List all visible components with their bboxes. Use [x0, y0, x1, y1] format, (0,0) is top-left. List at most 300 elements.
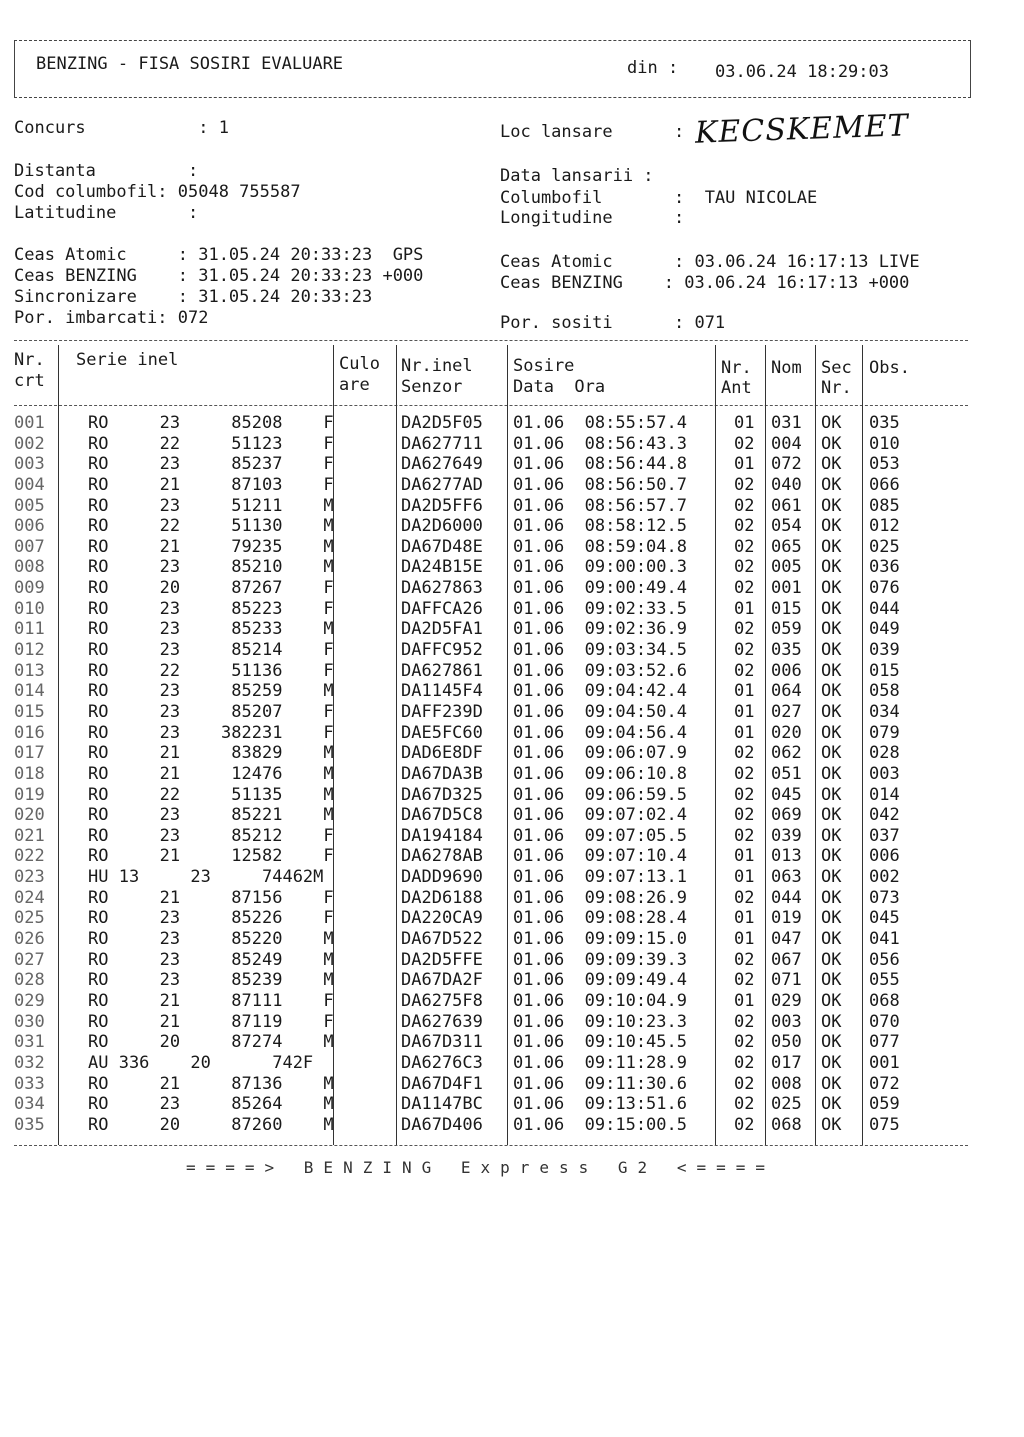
ceas-benzing-right: Ceas BENZING : 03.06.24 16:17:13 +000 — [500, 273, 910, 293]
row-sec-nr: OK — [821, 578, 842, 599]
row-obs: 045 — [869, 908, 900, 929]
row-nr-inel: DA67D522 — [401, 929, 483, 950]
row-serie-inel: RO 20 87267 F — [88, 578, 334, 599]
row-nr-ant: 02 — [734, 516, 755, 537]
row-nr-ant: 01 — [734, 598, 755, 619]
table-row — [0, 599, 1024, 620]
row-obs: 041 — [869, 929, 900, 950]
row-nom: 019 — [771, 908, 802, 929]
row-nr-ant: 02 — [734, 763, 755, 784]
row-nom: 008 — [771, 1073, 802, 1094]
row-sec-nr: OK — [821, 433, 842, 454]
row-nr-ant: 02 — [734, 970, 755, 991]
row-serie-inel: RO 22 51136 F — [88, 660, 334, 681]
row-obs: 073 — [869, 887, 900, 908]
table-row — [0, 908, 1024, 929]
row-nr-ant: 01 — [734, 929, 755, 950]
row-sec-nr: OK — [821, 1052, 842, 1073]
row-nom: 064 — [771, 681, 802, 702]
row-nr-ant: 01 — [734, 990, 755, 1011]
row-serie-inel: RO 23 85249 M — [88, 949, 334, 970]
row-nr-inel: DA24B15E — [401, 557, 483, 578]
row-obs: 072 — [869, 1073, 900, 1094]
row-sosire: 01.06 09:06:59.5 — [513, 784, 687, 805]
row-sec-nr: OK — [821, 640, 842, 661]
row-serie-inel: RO 21 83829 M — [88, 743, 334, 764]
row-sec-nr: OK — [821, 805, 842, 826]
row-sosire: 01.06 09:09:39.3 — [513, 949, 687, 970]
row-nr: 030 — [14, 1011, 45, 1032]
row-obs: 068 — [869, 990, 900, 1011]
hdr-nrinel: Nr.inel — [401, 356, 473, 376]
row-sosire: 01.06 09:10:23.3 — [513, 1011, 687, 1032]
row-nom: 045 — [771, 784, 802, 805]
row-sec-nr: OK — [821, 743, 842, 764]
row-obs: 002 — [869, 867, 900, 888]
row-nr: 012 — [14, 640, 45, 661]
row-nr: 022 — [14, 846, 45, 867]
row-sosire: 01.06 09:08:26.9 — [513, 887, 687, 908]
row-obs: 034 — [869, 701, 900, 722]
row-serie-inel: RO 21 87156 F — [88, 887, 334, 908]
cod-columbofil-line: Cod columbofil: 05048 755587 — [14, 182, 301, 202]
row-sec-nr: OK — [821, 1032, 842, 1053]
table-row — [0, 413, 1024, 434]
row-serie-inel: RO 23 85239 M — [88, 970, 334, 991]
row-sosire: 01.06 09:04:50.4 — [513, 701, 687, 722]
table-header-rule — [14, 405, 968, 406]
row-nr-ant: 02 — [734, 887, 755, 908]
row-serie-inel: RO 20 87274 M — [88, 1032, 334, 1053]
row-nom: 054 — [771, 516, 802, 537]
hdr-obs: Obs. — [869, 358, 910, 378]
row-nom: 040 — [771, 474, 802, 495]
row-nom: 065 — [771, 536, 802, 557]
row-nom: 003 — [771, 1011, 802, 1032]
row-sosire: 01.06 09:10:04.9 — [513, 990, 687, 1011]
row-sosire: 01.06 09:02:36.9 — [513, 619, 687, 640]
row-obs: 085 — [869, 495, 900, 516]
row-sosire: 01.06 09:09:49.4 — [513, 970, 687, 991]
row-obs: 003 — [869, 763, 900, 784]
row-nr-inel: DA627649 — [401, 454, 483, 475]
row-obs: 036 — [869, 557, 900, 578]
row-sec-nr: OK — [821, 495, 842, 516]
row-nr-inel: DA67D311 — [401, 1032, 483, 1053]
row-serie-inel: RO 23 85237 F — [88, 454, 334, 475]
row-nr-inel: DA2D5FF6 — [401, 495, 483, 516]
row-nr-inel: DA627861 — [401, 660, 483, 681]
row-nr: 017 — [14, 743, 45, 764]
row-nr-inel: DA67D325 — [401, 784, 483, 805]
row-nr-ant: 02 — [734, 660, 755, 681]
row-nr: 023 — [14, 867, 45, 888]
row-sosire: 01.06 09:07:05.5 — [513, 825, 687, 846]
footer-brand: ====> BENZING Express G2 <==== — [186, 1158, 775, 1177]
row-sec-nr: OK — [821, 722, 842, 743]
row-nr: 007 — [14, 536, 45, 557]
row-obs: 035 — [869, 413, 900, 433]
row-nr-inel: DA2D6188 — [401, 887, 483, 908]
row-sec-nr: OK — [821, 660, 842, 681]
table-row — [0, 702, 1024, 723]
table-row — [0, 1032, 1024, 1053]
arrivals-table-body — [0, 413, 1024, 1135]
por-sositi-line: Por. sositi : 071 — [500, 313, 726, 333]
table-row — [0, 681, 1024, 702]
row-sec-nr: OK — [821, 763, 842, 784]
longitudine-line: Longitudine : — [500, 208, 685, 228]
row-obs: 025 — [869, 536, 900, 557]
row-nr-ant: 02 — [734, 825, 755, 846]
row-nr: 035 — [14, 1114, 45, 1135]
row-nr-inel: DAFF239D — [401, 701, 483, 722]
row-sosire: 01.06 09:06:07.9 — [513, 743, 687, 764]
row-nr-inel: DA2D5FFE — [401, 949, 483, 970]
row-obs: 076 — [869, 578, 900, 599]
row-serie-inel: RO 23 85214 F — [88, 640, 334, 661]
row-nr-ant: 01 — [734, 722, 755, 743]
row-sosire: 01.06 08:59:04.8 — [513, 536, 687, 557]
row-sec-nr: OK — [821, 908, 842, 929]
row-nr: 009 — [14, 578, 45, 599]
row-serie-inel: HU 13 23 74462M — [88, 867, 324, 888]
row-sosire: 01.06 08:58:12.5 — [513, 516, 687, 537]
row-nom: 063 — [771, 867, 802, 888]
row-sosire: 01.06 09:11:28.9 — [513, 1052, 687, 1073]
row-nr: 026 — [14, 929, 45, 950]
row-sec-nr: OK — [821, 949, 842, 970]
table-top-rule — [14, 340, 968, 341]
row-nr-ant: 02 — [734, 619, 755, 640]
hdr-sec-nr: Nr. — [821, 378, 852, 398]
row-serie-inel: RO 22 51135 M — [88, 784, 334, 805]
columbofil-line: Columbofil : TAU NICOLAE — [500, 188, 818, 208]
row-sec-nr: OK — [821, 598, 842, 619]
row-sec-nr: OK — [821, 516, 842, 537]
row-sosire: 01.06 09:09:15.0 — [513, 929, 687, 950]
row-nom: 039 — [771, 825, 802, 846]
row-sosire: 01.06 08:56:57.7 — [513, 495, 687, 516]
row-nr-ant: 02 — [734, 743, 755, 764]
hdr-nom: Nom — [771, 358, 802, 378]
row-nr-ant: 01 — [734, 908, 755, 929]
hdr-sec: Sec — [821, 358, 852, 378]
row-nr-inel: DA67D4F1 — [401, 1073, 483, 1094]
row-sec-nr: OK — [821, 1073, 842, 1094]
row-obs: 049 — [869, 619, 900, 640]
row-nom: 051 — [771, 763, 802, 784]
table-row — [0, 970, 1024, 991]
row-sosire: 01.06 09:04:42.4 — [513, 681, 687, 702]
row-nr-inel: DA67D5C8 — [401, 805, 483, 826]
row-nr-inel: DA67DA2F — [401, 970, 483, 991]
hdr-crt: crt — [14, 371, 45, 391]
hdr-sosire: Sosire — [513, 356, 575, 376]
row-nr: 028 — [14, 970, 45, 991]
row-obs: 006 — [869, 846, 900, 867]
row-serie-inel: RO 23 85220 M — [88, 929, 334, 950]
row-nom: 044 — [771, 887, 802, 908]
row-nr-ant: 02 — [734, 578, 755, 599]
row-nom: 072 — [771, 454, 802, 475]
table-row — [0, 764, 1024, 785]
row-sosire: 01.06 09:13:51.6 — [513, 1094, 687, 1115]
row-nr-ant: 01 — [734, 413, 755, 433]
table-row — [0, 805, 1024, 826]
row-serie-inel: RO 23 85207 F — [88, 701, 334, 722]
row-serie-inel: RO 21 87111 F — [88, 990, 334, 1011]
row-sosire: 01.06 09:00:00.3 — [513, 557, 687, 578]
row-nom: 071 — [771, 970, 802, 991]
row-sosire: 01.06 09:10:45.5 — [513, 1032, 687, 1053]
row-sec-nr: OK — [821, 867, 842, 888]
row-nr-inel: DA1147BC — [401, 1094, 483, 1115]
row-nr-inel: DA67DA3B — [401, 763, 483, 784]
table-row — [0, 846, 1024, 867]
row-obs: 012 — [869, 516, 900, 537]
row-sosire: 01.06 09:04:56.4 — [513, 722, 687, 743]
row-serie-inel: RO 23 51211 M — [88, 495, 334, 516]
row-serie-inel: RO 23 85226 F — [88, 908, 334, 929]
row-serie-inel: RO 21 79235 M — [88, 536, 334, 557]
row-sec-nr: OK — [821, 701, 842, 722]
row-sec-nr: OK — [821, 454, 842, 475]
hdr-are: are — [339, 375, 370, 395]
row-sosire: 01.06 08:56:44.8 — [513, 454, 687, 475]
row-nom: 047 — [771, 929, 802, 950]
row-nr: 024 — [14, 887, 45, 908]
table-row — [0, 1115, 1024, 1136]
row-sosire: 01.06 09:15:00.5 — [513, 1114, 687, 1135]
row-nr-ant: 02 — [734, 949, 755, 970]
row-nr-inel: DA627639 — [401, 1011, 483, 1032]
table-row — [0, 516, 1024, 537]
row-sec-nr: OK — [821, 619, 842, 640]
table-row — [0, 723, 1024, 744]
row-nr-inel: DA220CA9 — [401, 908, 483, 929]
table-row — [0, 991, 1024, 1012]
row-sec-nr: OK — [821, 887, 842, 908]
row-nr-inel: DA194184 — [401, 825, 483, 846]
row-nr-inel: DA6275F8 — [401, 990, 483, 1011]
row-nom: 035 — [771, 640, 802, 661]
hdr-nr-ant: Nr. — [721, 358, 752, 378]
row-nr-inel: DAD6E8DF — [401, 743, 483, 764]
row-serie-inel: RO 21 12582 F — [88, 846, 334, 867]
ceas-atomic-right: Ceas Atomic : 03.06.24 16:17:13 LIVE — [500, 252, 920, 272]
table-row — [0, 578, 1024, 599]
row-serie-inel: RO 23 382231 F — [88, 722, 334, 743]
row-nom: 067 — [771, 949, 802, 970]
row-nr-ant: 02 — [734, 474, 755, 495]
row-nr-ant: 01 — [734, 846, 755, 867]
row-nom: 029 — [771, 990, 802, 1011]
row-nr: 027 — [14, 949, 45, 970]
row-sec-nr: OK — [821, 846, 842, 867]
row-nr: 010 — [14, 598, 45, 619]
row-nr: 033 — [14, 1073, 45, 1094]
row-sec-nr: OK — [821, 990, 842, 1011]
row-sosire: 01.06 08:56:43.3 — [513, 433, 687, 454]
concurs-line: Concurs : 1 — [14, 118, 229, 138]
hdr-culo: Culo — [339, 354, 380, 374]
row-nom: 004 — [771, 433, 802, 454]
row-nom: 031 — [771, 413, 802, 433]
row-nom: 001 — [771, 578, 802, 599]
row-sec-nr: OK — [821, 413, 842, 433]
latitudine-line: Latitudine : — [14, 203, 199, 223]
row-nr-ant: 02 — [734, 1114, 755, 1135]
row-serie-inel: RO 23 85259 M — [88, 681, 334, 702]
row-nr-inel: DA1145F4 — [401, 681, 483, 702]
row-nr: 005 — [14, 495, 45, 516]
loc-lansare-line: Loc lansare : — [500, 122, 685, 142]
ceas-atomic-left: Ceas Atomic : 31.05.24 20:33:23 GPS — [14, 245, 424, 265]
table-row — [0, 888, 1024, 909]
row-obs: 015 — [869, 660, 900, 681]
row-serie-inel: RO 21 87136 M — [88, 1073, 334, 1094]
row-nr: 021 — [14, 825, 45, 846]
row-nom: 025 — [771, 1094, 802, 1115]
row-nr-inel: DAE5FC60 — [401, 722, 483, 743]
row-serie-inel: RO 21 87103 F — [88, 474, 334, 495]
report-title: BENZING - FISA SOSIRI EVALUARE — [36, 54, 344, 74]
row-sosire: 01.06 09:00:49.4 — [513, 578, 687, 599]
row-nom: 061 — [771, 495, 802, 516]
table-row — [0, 475, 1024, 496]
row-obs: 059 — [869, 1094, 900, 1115]
row-serie-inel: RO 22 51130 M — [88, 516, 334, 537]
row-nom: 050 — [771, 1032, 802, 1053]
table-row — [0, 826, 1024, 847]
row-nom: 069 — [771, 805, 802, 826]
row-nr-ant: 02 — [734, 536, 755, 557]
row-nr: 018 — [14, 763, 45, 784]
row-serie-inel: RO 23 85208 F — [88, 413, 334, 433]
row-serie-inel: RO 23 85233 M — [88, 619, 334, 640]
row-nr: 019 — [14, 784, 45, 805]
row-nom: 020 — [771, 722, 802, 743]
row-serie-inel: AU 336 20 742F — [88, 1052, 314, 1073]
row-nr: 031 — [14, 1032, 45, 1053]
row-nom: 027 — [771, 701, 802, 722]
row-nr: 016 — [14, 722, 45, 743]
table-row — [0, 867, 1024, 888]
row-nom: 013 — [771, 846, 802, 867]
row-obs: 010 — [869, 433, 900, 454]
row-nr-inel: DA627711 — [401, 433, 483, 454]
row-serie-inel: RO 21 87119 F — [88, 1011, 334, 1032]
table-row — [0, 1094, 1024, 1115]
row-sec-nr: OK — [821, 536, 842, 557]
table-row — [0, 537, 1024, 558]
row-obs: 077 — [869, 1032, 900, 1053]
row-nr: 032 — [14, 1052, 45, 1073]
table-row — [0, 1074, 1024, 1095]
row-serie-inel: RO 23 85210 M — [88, 557, 334, 578]
hdr-data-ora: Data Ora — [513, 377, 606, 397]
row-sec-nr: OK — [821, 681, 842, 702]
table-row — [0, 557, 1024, 578]
table-row — [0, 454, 1024, 475]
table-row — [0, 785, 1024, 806]
row-serie-inel: RO 23 85264 M — [88, 1094, 334, 1115]
row-sosire: 01.06 09:07:02.4 — [513, 805, 687, 826]
row-serie-inel: RO 22 51123 F — [88, 433, 334, 454]
row-nr: 013 — [14, 660, 45, 681]
row-sosire: 01.06 08:55:57.4 — [513, 413, 687, 433]
row-serie-inel: RO 23 85221 M — [88, 805, 334, 826]
row-nr-ant: 02 — [734, 557, 755, 578]
row-nr: 015 — [14, 701, 45, 722]
sincronizare-line: Sincronizare : 31.05.24 20:33:23 — [14, 287, 373, 307]
table-row — [0, 1012, 1024, 1033]
row-nr: 020 — [14, 805, 45, 826]
row-obs: 037 — [869, 825, 900, 846]
row-nr: 034 — [14, 1094, 45, 1115]
row-obs: 055 — [869, 970, 900, 991]
row-nr: 004 — [14, 474, 45, 495]
row-nom: 062 — [771, 743, 802, 764]
row-sec-nr: OK — [821, 474, 842, 495]
row-nr-ant: 01 — [734, 681, 755, 702]
row-sec-nr: OK — [821, 929, 842, 950]
row-nr: 002 — [14, 433, 45, 454]
hdr-senzor: Senzor — [401, 377, 463, 397]
row-sosire: 01.06 09:03:52.6 — [513, 660, 687, 681]
row-sec-nr: OK — [821, 1114, 842, 1135]
table-row — [0, 619, 1024, 640]
table-row — [0, 496, 1024, 517]
row-nr-ant: 02 — [734, 640, 755, 661]
table-row — [0, 950, 1024, 971]
row-serie-inel: RO 23 85212 F — [88, 825, 334, 846]
row-nr-inel: DA6278AB — [401, 846, 483, 867]
row-obs: 053 — [869, 454, 900, 475]
row-sosire: 01.06 09:02:33.5 — [513, 598, 687, 619]
table-bottom-rule — [14, 1145, 968, 1146]
row-nr-ant: 01 — [734, 867, 755, 888]
row-nom: 015 — [771, 598, 802, 619]
hdr-nr: Nr. — [14, 350, 45, 370]
row-nom: 005 — [771, 557, 802, 578]
row-sosire: 01.06 09:11:30.6 — [513, 1073, 687, 1094]
row-sosire: 01.06 09:03:34.5 — [513, 640, 687, 661]
row-sosire: 01.06 09:07:13.1 — [513, 867, 687, 888]
ceas-benzing-left: Ceas BENZING : 31.05.24 20:33:23 +000 — [14, 266, 424, 286]
row-nr-inel: DA627863 — [401, 578, 483, 599]
row-obs: 001 — [869, 1052, 900, 1073]
row-nom: 068 — [771, 1114, 802, 1135]
row-nr-ant: 02 — [734, 1094, 755, 1115]
row-nr-ant: 02 — [734, 805, 755, 826]
row-nr-ant: 02 — [734, 1011, 755, 1032]
row-nr-inel: DA2D6000 — [401, 516, 483, 537]
row-obs: 070 — [869, 1011, 900, 1032]
hdr-serie-inel: Serie inel — [76, 350, 179, 370]
row-nom: 017 — [771, 1052, 802, 1073]
row-nr-inel: DA67D406 — [401, 1114, 483, 1135]
hdr-ant: Ant — [721, 378, 752, 398]
row-nr: 029 — [14, 990, 45, 1011]
row-serie-inel: RO 21 12476 M — [88, 763, 334, 784]
row-nr: 011 — [14, 619, 45, 640]
date-value: 03.06.24 18:29:03 — [715, 62, 889, 82]
row-sec-nr: OK — [821, 1011, 842, 1032]
row-sosire: 01.06 09:08:28.4 — [513, 908, 687, 929]
row-obs: 066 — [869, 474, 900, 495]
